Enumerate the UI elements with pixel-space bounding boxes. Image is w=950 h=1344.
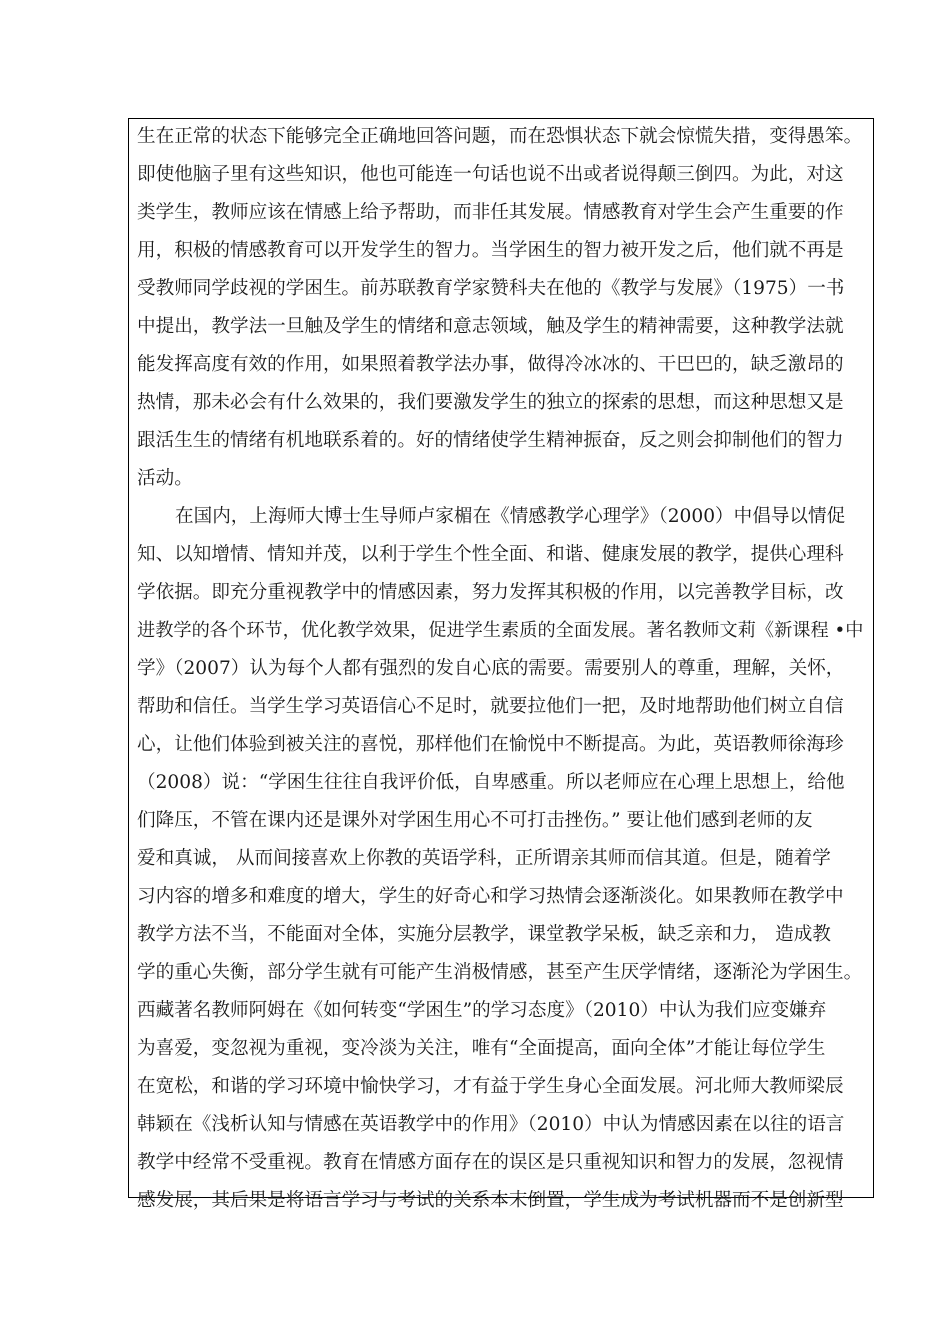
text-line: 习内容的增多和难度的增大，学生的好奇心和学习热情会逐渐淡化。如果教师在教学中: [137, 886, 844, 907]
text-line: 为喜爱，变忽视为重视，变冷淡为关注，唯有“全面提高，面向全体”才能让每位学生: [137, 1038, 826, 1059]
text-line: 即使他脑子里有这些知识，他也可能连一句话也说不出或者说得颠三倒四。为此，对这: [137, 164, 844, 185]
text-line: （2008）说：“学困生往往自我评价低，自卑感重。所以老师应在心理上思想上，给他: [137, 772, 845, 793]
text-line: 学依据。即充分重视教学中的情感因素，努力发挥其积极的作用，以完善教学目标，改: [137, 582, 844, 603]
text-line: 能发挥高度有效的作用，如果照着教学法办事，做得冷冰冰的、干巴巴的，缺乏激昂的: [137, 354, 844, 375]
text-line: 跟活生生的情绪有机地联系着的。好的情绪使学生精神振奋，反之则会抑制他们的智力: [137, 430, 844, 451]
text-line: 感发展，其后果是将语言学习与考试的关系本末倒置，学生成为考试机器而不是创新型: [137, 1190, 844, 1211]
text-line: 爱和真诚， 从而间接喜欢上你教的英语学科，正所谓亲其师而信其道。但是，随着学: [137, 848, 831, 869]
text-line: 教学中经常不受重视。教育在情感方面存在的误区是只重视知识和智力的发展，忽视情: [137, 1152, 844, 1173]
paragraph-first-line: 在国内，上海师大博士生导师卢家楣在《情感教学心理学》（2000）中倡导以情促: [175, 506, 846, 527]
text-line: 在宽松，和谐的学习环境中愉快学习，才有益于学生身心全面发展。河北师大教师梁辰: [137, 1076, 844, 1097]
text-line: 学的重心失衡，部分学生就有可能产生消极情感，甚至产生厌学情绪，逐渐沦为学困生。: [137, 962, 863, 983]
text-line: 类学生，教师应该在情感上给予帮助，而非任其发展。情感教育对学生会产生重要的作: [137, 202, 844, 223]
text-line: 活动。: [137, 468, 193, 489]
text-line: 热情，那未必会有什么效果的，我们要激发学生的独立的探索的思想，而这种思想又是: [137, 392, 844, 413]
text-line: 进教学的各个环节，优化教学效果，促进学生素质的全面发展。著名教师文莉《新课程 •中: [137, 620, 864, 641]
text-line: 帮助和信任。当学生学习英语信心不足时，就要拉他们一把，及时地帮助他们树立自信: [137, 696, 844, 717]
text-line: 用，积极的情感教育可以开发学生的智力。当学困生的智力被开发之后，他们就不再是: [137, 240, 844, 261]
text-line: 受教师同学歧视的学困生。前苏联教育学家赞科夫在他的《教学与发展》（1975）一书: [137, 278, 845, 299]
text-line: 们降压，不管在课内还是课外对学困生用心不可打击挫伤。” 要让他们感到老师的友: [137, 810, 813, 831]
text-line: 韩颖在《浅析认知与情感在英语教学中的作用》（2010）中认为情感因素在以往的语言: [137, 1114, 845, 1135]
text-line: 教学方法不当，不能面对全体，实施分层教学，课堂教学呆板，缺乏亲和力， 造成教: [137, 924, 831, 945]
text-line: 西藏著名教师阿姆在《如何转变“学困生”的学习态度》（2010）中认为我们应变嫌弃: [137, 1000, 827, 1021]
text-line: 心，让他们体验到被关注的喜悦，那样他们在愉悦中不断提高。为此，英语教师徐海珍: [137, 734, 844, 755]
text-line: 学》（2007）认为每个人都有强烈的发自心底的需要。需要别人的尊重，理解，关怀，: [137, 658, 845, 679]
text-line: 生在正常的状态下能够完全正确地回答问题，而在恐惧状态下就会惊慌失措，变得愚笨。: [137, 126, 863, 147]
text-line: 知、以知增情、情知并茂，以利于学生个性全面、和谐、健康发展的教学，提供心理科: [137, 544, 844, 565]
text-line: 中提出，教学法一旦触及学生的情绪和意志领域，触及学生的精神需要，这种教学法就: [137, 316, 844, 337]
